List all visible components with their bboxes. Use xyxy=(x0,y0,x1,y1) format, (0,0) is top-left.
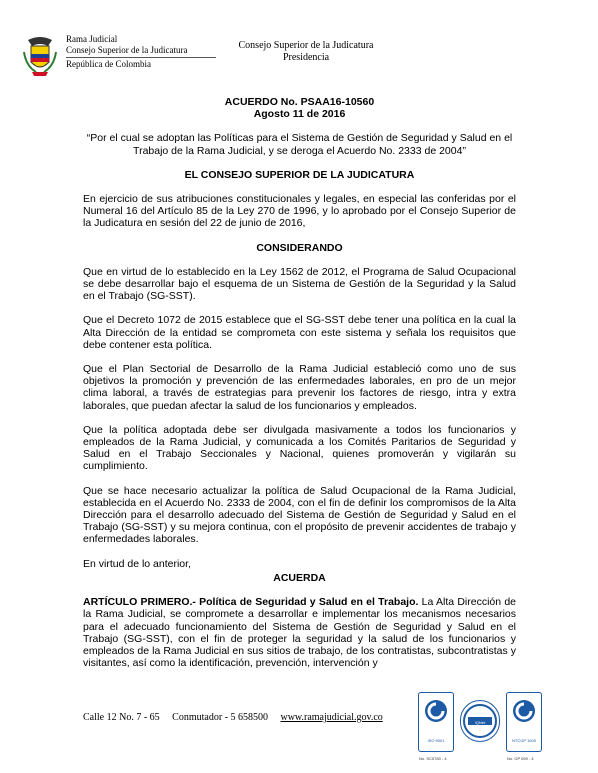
letterhead xyxy=(20,30,580,90)
office-line-2: Presidencia xyxy=(282,52,330,63)
org-line-3: República de Colombia xyxy=(66,59,151,69)
cert-1-label: ISO 9001 xyxy=(427,738,445,743)
considerando-paragraph: Que el Decreto 1072 de 2015 establece que el SG-SST debe tener una política en la cual la Alta Dirección de la entidad se comprometa con este sistema y señala los requisitos que debe contener esta política. xyxy=(83,314,516,351)
articulo-primero-text: La Alta Dirección de la Rama Judicial, se compromete a desarrollar e implementar los mecanismos necesarios para el adecuado funcionamiento del Sistema de Gestión de Seguridad y Salud en el Trabajo (SG-SST), con el fin de proteger la seguridad y la salud de los funcionarios y empleados de la Rama Judicial en sus sitios de trabajo, de los contratistas, subcontratistas y visitantes, así como la identificación, prevención, intervención y xyxy=(83,596,516,670)
cert-3-label: NTCGP 1000 xyxy=(512,738,536,743)
icontec-logo-icon xyxy=(507,693,541,733)
acuerda-heading: ACUERDA xyxy=(273,571,326,584)
preamble-paragraph: En ejercicio de sus atribuciones constitucionales y legales, en especial las conferidas por el Numeral 16 del Artículo 85 de la Ley 270 de 1996, y lo aprobado por el Consejo Superior de la Judicatura en sesión del 22 de junio de 2016, xyxy=(83,193,516,230)
icontec-logo-icon xyxy=(419,693,453,733)
considerando-paragraph: Que en virtud de lo establecido en la Ley 1562 de 2012, el Programa de Salud Ocupacional se debe desarrollar bajo el esquema de un Sistema de Gestión de la Seguridad y la Salud en el Trabajo (SG-SST). xyxy=(83,265,516,303)
footer-phone: Conmutador - 5 658500 xyxy=(172,712,268,723)
office-line-1: Consejo Superior de la Judicatura xyxy=(238,40,374,51)
considerando-heading: CONSIDERANDO xyxy=(256,241,343,254)
council-heading: EL CONSEJO SUPERIOR DE LA JUDICATURA xyxy=(184,168,415,181)
en-virtud-line: En virtud de lo anterior, xyxy=(83,557,191,570)
cert-3-number: No. GP 059 - 4 xyxy=(507,756,534,761)
acuerdo-subject: “Por el cual se adoptan las Políticas para el Sistema de Gestión de Seguridad y Salud en el Trabajo de la Rama Judicial, y se deroga el Acuerdo No. 2333 de 2004” xyxy=(86,132,513,157)
footer-address: Calle 12 No. 7 - 65 xyxy=(83,712,160,723)
considerando-paragraph: Que se hace necesario actualizar la política de Salud Ocupacional de la Rama Judicial, establecida en el Acuerdo No. 2333 de 2004, con el fin de definir los compromisos de la Alta Dirección para el desarrollo adecuado del Sistema de Gestión de Seguridad y Salud en el Trabajo (SG-SST) y su mejora continua, con el propósito de prevenir accidentes de trabajo y enfermedades laborales. xyxy=(83,484,516,546)
articulo-primero-heading: ARTÍCULO PRIMERO.- Política de Seguridad y Salud en el Trabajo. xyxy=(83,596,419,609)
cert-2-label: IQNet xyxy=(474,720,486,725)
iqnet-certification-icon xyxy=(460,700,500,742)
acuerdo-date: Agosto 11 de 2016 xyxy=(253,108,346,121)
articulo-primero xyxy=(83,596,516,669)
page-footer xyxy=(83,712,393,723)
document-body xyxy=(83,96,516,681)
acuerdo-number: ACUERDO No. PSAA16-10560 xyxy=(224,96,375,108)
colombia-coat-of-arms-icon xyxy=(20,32,60,78)
considerando-paragraph: Que el Plan Sectorial de Desarrollo de la Rama Judicial estableció como uno de sus objetivos la promoción y prevención de las enfermedades laborales, en pro de un mejor clima laboral, a través de estrategias para prevenir los factores de riesgo, intra y extra laborales, que puedan afectar la salud de los funcionarios y empleados. xyxy=(83,363,516,412)
footer-website-link[interactable]: www.ramajudicial.gov.co xyxy=(280,712,383,723)
cert-1-number: No. SC5780 - 4 xyxy=(419,756,447,761)
header-office xyxy=(226,40,386,64)
org-identity xyxy=(66,34,216,70)
org-line-1: Rama Judicial xyxy=(66,34,118,44)
ntcgp-1000-certification-icon xyxy=(506,692,542,761)
org-line-2: Consejo Superior de la Judicatura xyxy=(66,45,188,55)
considerando-paragraph: Que la política adoptada debe ser divulgada masivamente a todos los funcionarios y empleados de la Rama Judicial, y comunicada a los Comités Paritarios de Seguridad y Salud en el Trabajo Seccionales y Nacional, quienes promoverán y vigilarán su cumplimiento. xyxy=(83,423,516,473)
iso-9001-certification-icon xyxy=(418,692,454,761)
header-divider xyxy=(66,57,216,58)
certification-logos xyxy=(418,692,542,766)
